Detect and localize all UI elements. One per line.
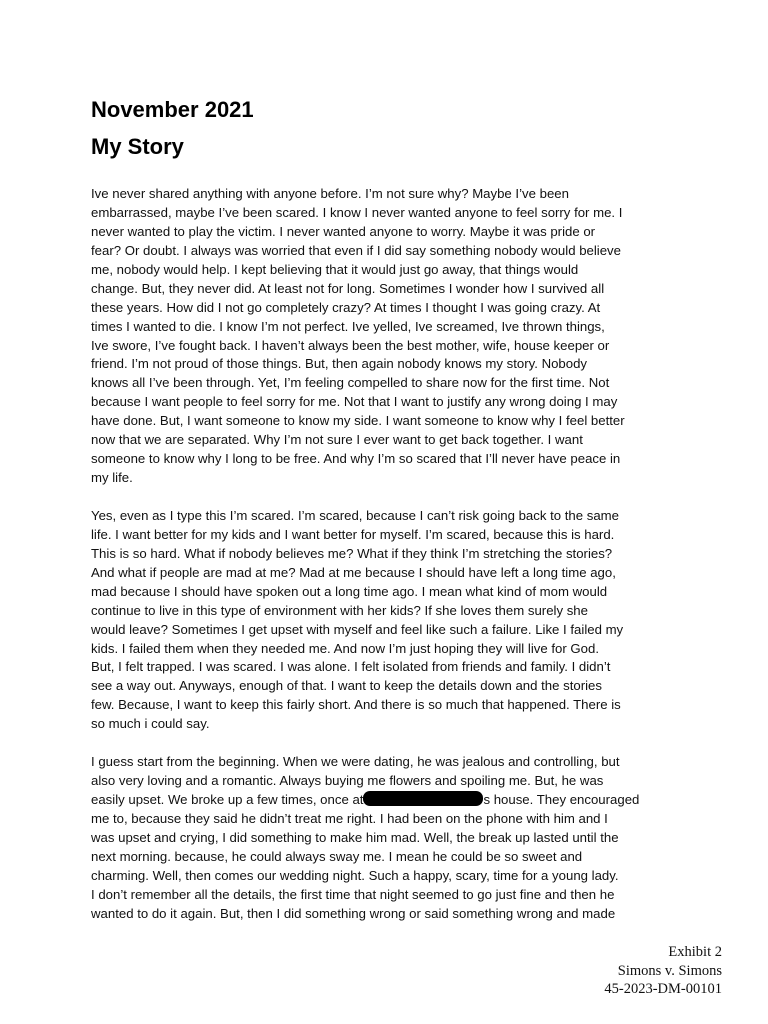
text-line: Ive swore, I’ve fought back. I haven’t always been the best mother, wife, house keeper or: [91, 337, 610, 353]
exhibit-stamp: [604, 943, 722, 999]
text-line: few. Because, I want to keep this fairly short. And there is so much that happened. There is: [91, 697, 621, 713]
text-line: But, I felt trapped. I was scared. I was alone. I felt isolated from friends and family. I didn’t: [91, 659, 611, 675]
text-line: wanted to do it again. But, then I did something wrong or said something wrong and made: [91, 905, 616, 921]
story-body: [91, 185, 681, 924]
text-line: someone to know why I long to be free. And why I’m so scared that I’ll never have peace in: [91, 451, 621, 467]
text-line: now that we are separated. Why I’m not sure I ever want to get back together. I want: [91, 432, 583, 448]
text-line: continue to live in this type of environment with her kids? If she loves them surely she: [91, 602, 588, 618]
text-line: would leave? Sometimes I get upset with myself and feel like such a failure. Like I failed my: [91, 621, 624, 637]
date-heading: November 2021: [91, 97, 254, 122]
text-line: these years. How did I not go completely crazy? At times I thought I was going crazy. At: [91, 299, 601, 315]
redacted-line-prefix: easily upset. We broke up a few times, once at: [91, 792, 364, 807]
text-line: fear? Or doubt. I always was worried that even if I did say something nobody would believe: [91, 242, 621, 258]
paragraph-gap: [91, 488, 681, 507]
text-line: embarrassed, maybe I’ve been scared. I know I never wanted anyone to feel sorry for me. I: [91, 204, 623, 220]
paragraph-gap: [91, 734, 681, 753]
text-line: me to, because they said he didn’t treat me right. I had been on the phone with him and I: [91, 810, 608, 826]
text-line: knows all I’ve been through. Yet, I’m feeling compelled to share now for the first time. Not: [91, 375, 610, 391]
text-line: life. I want better for my kids and I want better for myself. I’m scared, because this is hard.: [91, 526, 615, 542]
case-caption: Simons v. Simons: [617, 962, 722, 979]
text-line: never wanted to play the victim. I never wanted anyone to worry. Maybe it was pride or: [91, 223, 596, 239]
text-line: kids. I failed them when they needed me. And now I’m just hoping they will live for God.: [91, 640, 599, 656]
text-line: my life.: [91, 470, 133, 486]
text-line: mad because I should have spoken out a long time ago. I mean what kind of mom would: [91, 583, 608, 599]
text-line: Yes, even as I type this I’m scared. I’m scared, because I can’t risk going back to the same: [91, 507, 620, 523]
text-line: change. But, they never did. At least not for long. Sometimes I wonder how I survived all: [91, 280, 605, 296]
text-line: And what if people are mad at me? Mad at me because I should have left a long time ago,: [91, 564, 616, 580]
text-line: I don’t remember all the details, the first time that night seemed to go just fine and then he: [91, 886, 615, 902]
redacted-text-line: [91, 791, 681, 810]
text-line: me, nobody would help. I kept believing that it would just go away, that things would: [91, 261, 579, 277]
paragraph-2: [91, 507, 681, 734]
text-line: friend. I’m not proud of those things. But, then again nobody knows my story. Nobody: [91, 356, 588, 372]
text-line: This is so hard. What if nobody believes me? What if they think I’m stretching the stories?: [91, 545, 613, 561]
text-line: I guess start from the beginning. When we were dating, he was jealous and controlling, but: [91, 754, 620, 770]
text-line: Ive never shared anything with anyone before. I’m not sure why? Maybe I’ve been: [91, 186, 569, 201]
text-line: so much i could say.: [91, 716, 210, 732]
paragraph-3: [91, 753, 681, 923]
redacted-line-suffix: s house. They encouraged: [483, 792, 640, 807]
text-line: see a way out. Anyways, enough of that. I want to keep the details down and the stories: [91, 678, 602, 694]
redaction-block: [363, 791, 483, 806]
text-line: was upset and crying, I did something to make him mad. Well, the break up lasted until the: [91, 829, 619, 845]
page-title: My Story: [91, 134, 184, 159]
text-line: times I wanted to die. I know I’m not perfect. Ive yelled, Ive screamed, Ive thrown things,: [91, 318, 605, 334]
case-number: 45-2023-DM-00101: [604, 981, 722, 997]
text-line: charming. Well, then comes our wedding night. Such a happy, scary, time for a young lady.: [91, 867, 619, 883]
text-line: also very loving and a romantic. Always buying me flowers and spoiling me. But, he was: [91, 773, 604, 789]
text-line: because I want people to feel sorry for me. Not that I want to justify any wrong doing I may: [91, 394, 618, 410]
text-line: next morning. because, he could always sway me. I mean he could be so sweet and: [91, 848, 583, 864]
text-line: have done. But, I want someone to know my side. I want someone to know why I feel better: [91, 413, 625, 429]
exhibit-number: Exhibit 2: [668, 944, 722, 960]
paragraph-1: [91, 185, 681, 488]
